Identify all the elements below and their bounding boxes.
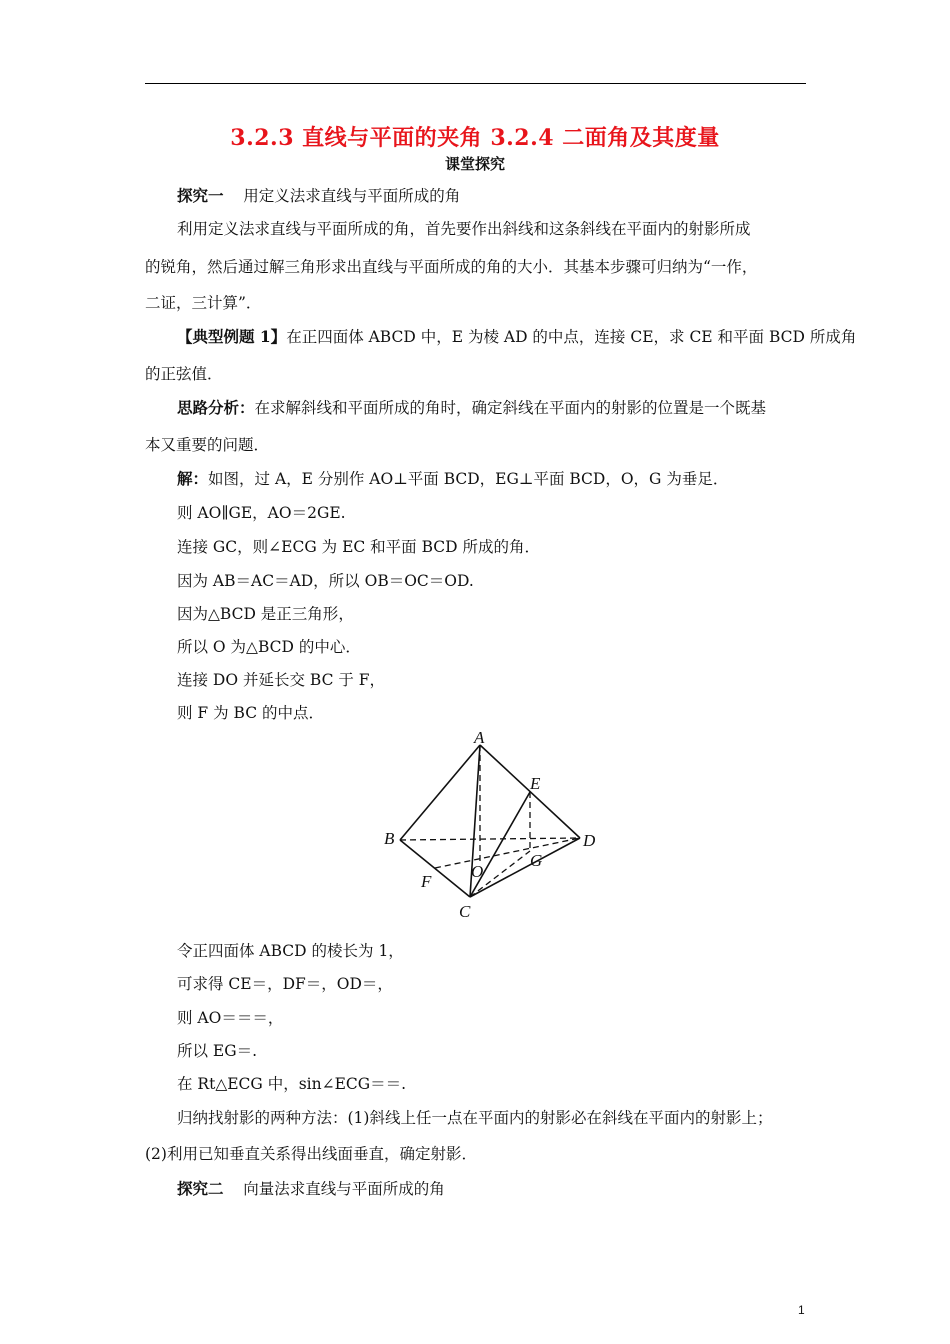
summary-line-2: (2)利用已知垂直关系得出线面垂直，确定射影． xyxy=(145,1145,477,1163)
solution-after-line: 所以 EG＝. xyxy=(177,1042,258,1060)
intro-line-2: 的锐角，然后通过解三角形求出直线与平面所成的角的大小．其基本步骤可归纳为“一作， xyxy=(145,258,758,276)
solution-after-line: 可求得 CE＝，DF＝，OD＝， xyxy=(177,975,393,993)
example-text: 在正四面体 ABCD 中，E 为棱 AD 的中点，连接 CE，求 CE 和平面 BCD 所成角 xyxy=(286,328,857,346)
label-f: F xyxy=(421,872,432,891)
label-b: B xyxy=(384,829,395,848)
explore1-label: 探究一 xyxy=(177,186,224,205)
solution-after-line: 令正四面体 ABCD 的棱长为 1， xyxy=(177,942,404,960)
intro-line-1: 利用定义法求直线与平面所成的角，首先要作出斜线和这条斜线在平面内的射影所成 xyxy=(177,220,751,238)
solution-after-line: 在 Rt△ECG 中，sin∠ECG＝＝. xyxy=(177,1075,407,1093)
page-title: 3.2.3 直线与平面的夹角 3.2.4 二面角及其度量 xyxy=(230,125,720,151)
analysis-line-2: 本又重要的问题． xyxy=(145,436,270,454)
explore1-heading xyxy=(177,186,460,206)
edge-bd-hidden xyxy=(400,838,580,840)
tetrahedron-diagram xyxy=(375,725,605,925)
analysis-text: 在求解斜线和平面所成的角时，确定斜线在平面内的射影的位置是一个既基 xyxy=(254,399,767,417)
solution-step: 因为△BCD 是正三角形， xyxy=(177,605,354,623)
solution-step: 连接 GC，则∠ECG 为 EC 和平面 BCD 所成的角． xyxy=(177,538,540,556)
analysis-line-1 xyxy=(177,398,766,418)
header-rule xyxy=(145,83,806,84)
label-a: A xyxy=(474,728,485,747)
segment-df-hidden xyxy=(435,838,580,868)
solution-label: 解： xyxy=(177,469,209,488)
section-subtitle: 课堂探究 xyxy=(444,155,505,173)
label-g: G xyxy=(530,851,543,870)
solution-after-line: 则 AO＝＝＝， xyxy=(177,1009,284,1027)
label-e: E xyxy=(530,774,541,793)
solution-text: 如图，过 A，E 分别作 AO⊥平面 BCD，EG⊥平面 BCD，O，G 为垂足． xyxy=(208,470,729,488)
label-c: C xyxy=(459,902,471,921)
edge-ab xyxy=(400,745,480,840)
solution-step: 所以 O 为△BCD 的中心． xyxy=(177,638,361,656)
solution-line-1 xyxy=(177,469,728,489)
tetrahedron-figure xyxy=(375,725,605,925)
edge-bc xyxy=(400,840,470,897)
solution-step: 连接 DO 并延长交 BC 于 F， xyxy=(177,671,386,689)
example-label: 【典型例题 1】 xyxy=(177,327,287,346)
explore1-text: 用定义法求直线与平面所成的角 xyxy=(243,187,461,205)
page-number: 1 xyxy=(798,1303,805,1317)
intro-line-3: 二证，三计算”． xyxy=(145,294,262,312)
explore2-heading xyxy=(177,1179,445,1199)
analysis-label: 思路分析： xyxy=(177,398,255,417)
label-o: O xyxy=(471,862,484,881)
label-d: D xyxy=(583,831,596,850)
summary-line-1: 归纳找射影的两种方法：(1)斜线上任一点在平面内的射影必在斜线在平面内的射影上； xyxy=(177,1109,773,1127)
solution-step: 因为 AB＝AC＝AD，所以 OB＝OC＝OD. xyxy=(177,572,474,590)
solution-step: 则 AO∥GE，AO＝2GE. xyxy=(177,504,346,522)
explore2-label: 探究二 xyxy=(177,1179,224,1198)
solution-step: 则 F 为 BC 的中点． xyxy=(177,704,325,722)
explore2-text: 向量法求直线与平面所成的角 xyxy=(243,1180,445,1198)
example-line-2: 的正弦值． xyxy=(145,365,223,383)
example-line-1 xyxy=(177,327,856,347)
